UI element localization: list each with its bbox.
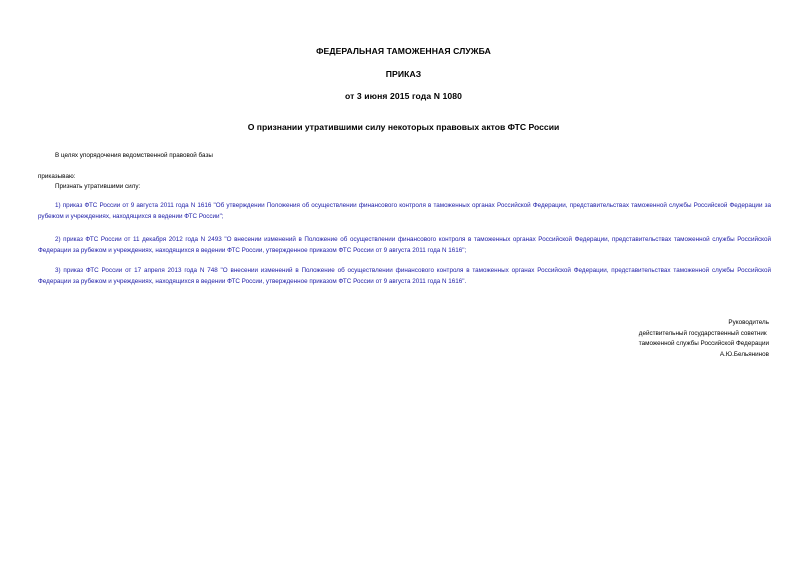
order-word: приказываю: xyxy=(38,173,76,180)
document-type: ПРИКАЗ xyxy=(385,69,422,79)
signature-name: А.Ю.Бельянинов xyxy=(719,350,769,358)
agency-name: ФЕДЕРАЛЬНАЯ ТАМОЖЕННАЯ СЛУЖБА xyxy=(316,46,491,56)
recognize-text: Признать утратившими силу: xyxy=(55,183,141,190)
list-item[interactable]: 1) приказ ФТС России от 9 августа 2011 года N 1616 "Об утверждении Положения об осуществлении финансового контроля в таможенных органах Российской Федерации, представительствах таможенной службы Российской Федерации за рубежом и учреждениях, находящихся в ведении ФТС России"; xyxy=(38,202,771,220)
signature-block xyxy=(639,318,769,360)
document-title: О признании утратившими силу некоторых правовых актов ФТС России xyxy=(247,122,560,132)
preamble-text: В целях упорядочения ведомственной правовой базы xyxy=(55,152,213,159)
list-item[interactable]: 3) приказ ФТС России от 17 апреля 2013 года N 748 "О внесении изменений в Положение об осуществлении финансового контроля в таможенных органах Российской Федерации, представительствах таможенной службы Российской Федерации за рубежом и учреждениях, находящихся в ведении ФТС России, утвержденное приказом ФТС России от 9 августа 2011 года N 1616". xyxy=(38,267,771,285)
signature-rank-line1: действительный государственный советник xyxy=(638,329,767,337)
list-item[interactable]: 2) приказ ФТС России от 11 декабря 2012 года N 2493 "О внесении изменений в Положение об осуществлении финансового контроля в таможенных органах Российской Федерации, представительствах таможенной службы Российской Федерации за рубежом и учреждениях, находящихся в ведении ФТС России, утвержденное приказом ФТС России от 9 августа 2011 года N 1616"; xyxy=(38,236,771,254)
document-date-number: от 3 июня 2015 года N 1080 xyxy=(344,91,463,101)
signature-position: Руководитель xyxy=(728,319,769,326)
signature-rank-line2: таможенной службы Российской Федерации xyxy=(638,340,769,347)
